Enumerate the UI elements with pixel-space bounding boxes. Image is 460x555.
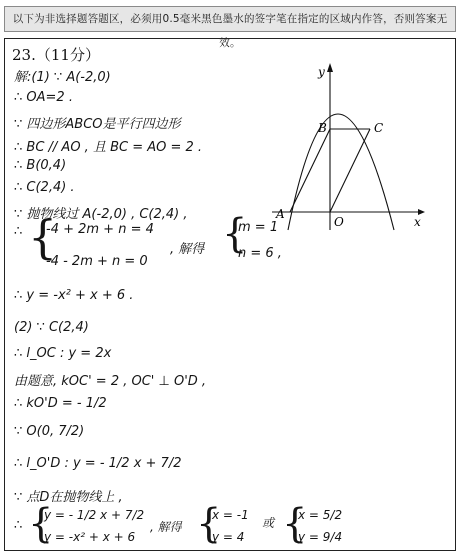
left-brace-2c: { xyxy=(282,501,308,547)
left-brace-1b: { xyxy=(222,211,248,257)
parabola-figure xyxy=(268,60,438,240)
system2-sol-b-x: x = 5/2 xyxy=(298,508,343,522)
therefore-symbol-1: ∴ xyxy=(14,224,23,239)
solution-line-1: 解:(1) ∵ A(-2,0) xyxy=(14,70,111,85)
system1-eq1: -4 + 2m + n = 4 xyxy=(46,222,154,237)
label-o: O xyxy=(334,215,344,229)
solution-line-15: ∵ 点D在抛物线上 , xyxy=(14,490,123,505)
system1-eq2: -4 - 2m + n = 0 xyxy=(46,254,148,269)
solution-line-6: ∴ C(2,4) . xyxy=(14,180,75,195)
label-x: x xyxy=(414,215,421,229)
label-c: C xyxy=(374,121,384,135)
left-brace-2: { xyxy=(28,501,54,547)
solution-line-12: ∴ kO'D = - 1/2 xyxy=(14,396,107,411)
label-a: A xyxy=(276,207,285,221)
question-number: 23.（11分） xyxy=(12,46,100,64)
system2-sol-a-x: x = -1 xyxy=(212,508,249,522)
y-axis-arrow-icon xyxy=(327,63,333,72)
solution-line-8: ∴ y = -x² + x + 6 . xyxy=(14,288,134,303)
system1-sol-m: m = 1 xyxy=(238,220,279,235)
solution-line-5: ∴ B(0,4) xyxy=(14,158,67,173)
system1-solve-label: , 解得 xyxy=(170,242,205,257)
solution-line-14: ∴ l_O'D : y = - 1/2 x + 7/2 xyxy=(14,456,182,471)
system2-solve-label: , 解得 xyxy=(150,520,182,534)
segment-ab xyxy=(290,129,330,212)
system2-eq2: y = -x² + x + 6 xyxy=(44,530,136,544)
solution-line-9: (2) ∵ C(2,4) xyxy=(14,320,89,335)
solution-line-2: ∴ OA=2 . xyxy=(14,90,73,105)
label-b: B xyxy=(318,121,327,135)
therefore-symbol-2: ∴ xyxy=(14,518,23,533)
solution-line-3: ∵ 四边形ABCO是平行四边形 xyxy=(14,117,181,132)
answer-area-banner: 以下为非选择题答题区，必须用0.5毫米黑色墨水的签字笔在指定的区域内作答，否则答案无效。 xyxy=(4,6,456,32)
system2-sol-a-y: y = 4 xyxy=(212,530,245,544)
left-brace-2b: { xyxy=(196,501,222,547)
label-y: y xyxy=(318,65,325,79)
solution-line-4: ∴ BC // AO , 且 BC = AO = 2 . xyxy=(14,140,203,155)
system2-eq1: y = - 1/2 x + 7/2 xyxy=(44,508,145,522)
solution-line-13: ∵ O(0, 7/2) xyxy=(14,424,85,439)
segment-co xyxy=(330,129,370,212)
system2-sol-b-y: y = 9/4 xyxy=(298,530,343,544)
system2-or-label: 或 xyxy=(262,516,275,530)
system1-sol-n: n = 6 , xyxy=(238,246,282,261)
solution-line-10: ∴ l_OC : y = 2x xyxy=(14,346,112,361)
solution-line-7: ∵ 抛物线过 A(-2,0) , C(2,4) , xyxy=(14,207,188,222)
solution-line-11: 由题意, kOC' = 2 , OC' ⊥ O'D , xyxy=(14,374,207,389)
left-brace-1: { xyxy=(28,210,58,264)
